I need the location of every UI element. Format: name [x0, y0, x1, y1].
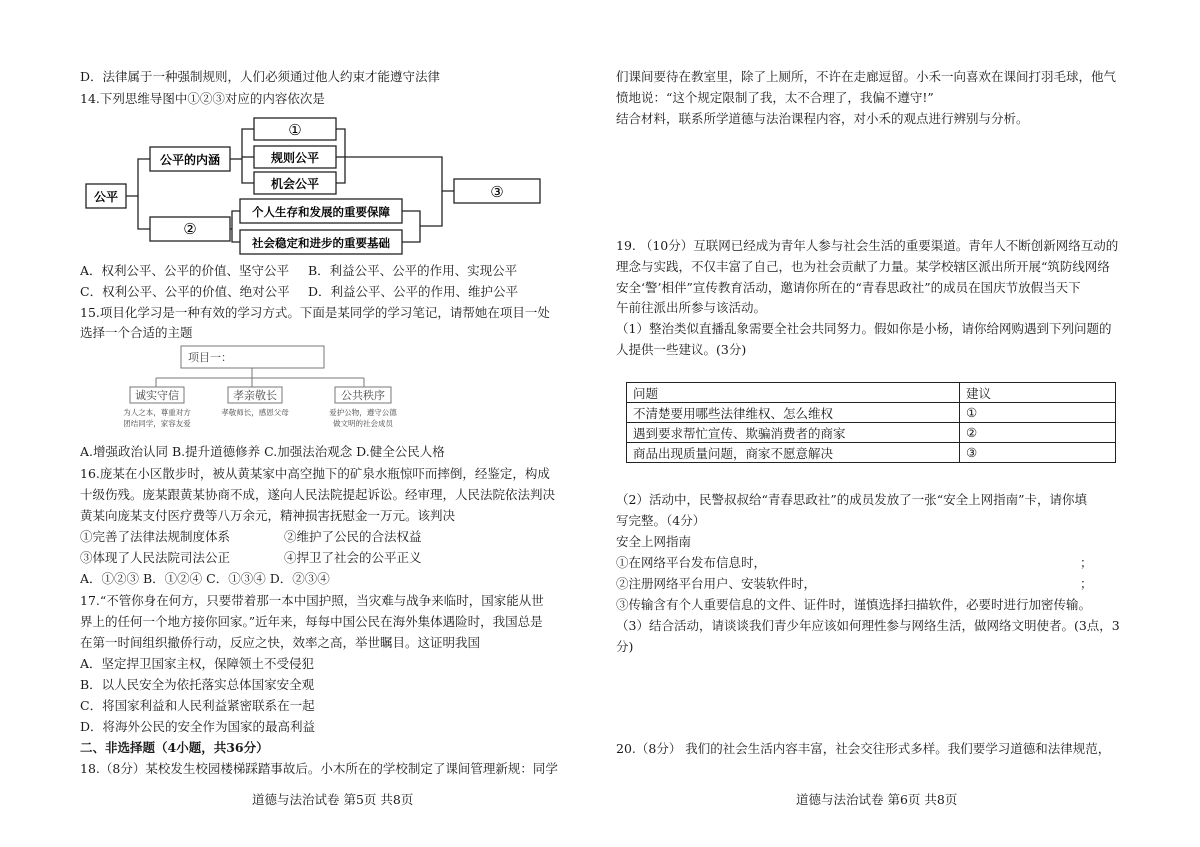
q20-line1: 20.（8分） 我们的社会生活内容丰富，社会交往形式多样。我们要学习道德和法律规范， — [616, 741, 1111, 756]
project-item-1-line1: 为人之本，尊重对方 — [123, 408, 191, 417]
q19-line2: 理念与实践，不仅丰富了自己，也为社会贡献了力量。某学校辖区派出所开展“筑防线网络 — [616, 259, 1110, 274]
q16-line1: 16.庞某在小区散步时，被从黄某家中高空抛下的矿泉水瓶惊吓而摔倒，经鉴定，构成 — [80, 466, 550, 481]
project-item-2-line1: 孝敬师长，感恩父母 — [221, 408, 289, 417]
mindmap-root: 公平 — [93, 190, 119, 204]
table-cell-answer-blank: ③ — [960, 443, 1116, 463]
mindmap-shehui: 社会稳定和进步的重要基础 — [252, 236, 390, 250]
q18-task: 结合材料，联系所学道德与法治课程内容，对小禾的观点进行辨别与分析。 — [616, 111, 1029, 126]
q18-line1: 18.（8分）某校发生校园楼梯踩踏事故后。小木所在的学校制定了课间管理新规：同学 — [80, 761, 558, 776]
q15-stem-line2: 选择一个合适的主题 — [80, 325, 193, 340]
mindmap-guize: 规则公平 — [270, 151, 320, 165]
project-item-3-line2: 做文明的社会成员 — [333, 419, 393, 428]
table-row — [627, 423, 1116, 443]
project-item-3-head: 公共秩序 — [341, 389, 385, 402]
project-item-1-line2: 团结同学，家容友爱 — [123, 419, 191, 428]
mindmap-blank-3: ③ — [490, 183, 504, 201]
guide-title: 安全上网指南 — [616, 534, 692, 549]
guide-item-2-semicolon: ； — [1080, 576, 1093, 591]
advice-table — [626, 382, 1116, 463]
mindmap-neihan: 公平的内涵 — [159, 153, 221, 167]
q15-options: A.增强政治认同 B.提升道德修养 C.加强法治观念 D.健全公民人格 — [80, 444, 445, 459]
q17-line1: 17.“不管你身在何方，只要带着那一本中国护照，当灾难与战争来临时，国家能从世 — [80, 593, 544, 608]
q14-option-a: A．权利公平、公平的价值、坚守公平 — [80, 263, 290, 278]
guide-item-1-semicolon: ； — [1080, 555, 1093, 570]
project-box-title: 项目一： — [188, 351, 232, 364]
table-cell-question: 商品出现质量问题，商家不愿意解决 — [627, 443, 960, 463]
table-cell-answer-blank: ① — [960, 403, 1116, 423]
q19-line1: 19. （10分）互联网已经成为青年人参与社会生活的重要渠道。青年人不断创新网络互动的 — [616, 238, 1119, 253]
q15-stem-line1: 15.项目化学习是一种有效的学习方式。下面是某同学的学习笔记，请帮她在项目一处 — [80, 305, 550, 320]
q13-option-d: D．法律属于一种强制规则，人们必须通过他人约束才能遵守法律 — [80, 69, 441, 84]
q16-item-4: ④捍卫了社会的公平正义 — [284, 550, 422, 565]
mindmap-blank-1: ① — [288, 121, 302, 139]
q16-line2: 十级伤残。庞某跟黄某协商不成，遂向人民法院提起诉讼。经审理，人民法院依法判决 — [80, 487, 556, 502]
mindmap-jihui: 机会公平 — [270, 177, 320, 191]
table-cell-question: 不清楚要用哪些法律维权、怎么维权 — [627, 403, 960, 423]
q17-line2: 界上的任何一个地方接你回家。”近年来，每每中国公民在海外集体遇险时，我国总是 — [80, 614, 543, 629]
q17-line3: 在第一时间组织撤侨行动，反应之快，效率之高，举世瞩目。这证明我国 — [80, 635, 481, 650]
page-footer-right: 道德与法治试卷 第6页 共8页 — [796, 792, 958, 807]
table-header-question: 问题 — [627, 383, 960, 403]
section-heading: 二、非选择题（4小题，共36分） — [80, 740, 269, 755]
q18-line2: 们课间要待在教室里，除了上厕所，不许在走廊逗留。小禾一向喜欢在课间打羽毛球，他气 — [616, 69, 1117, 84]
mindmap-geren: 个人生存和发展的重要保障 — [252, 205, 390, 219]
project-notes-diagram — [110, 343, 410, 435]
q19-part3-line1: （3）结合活动，请谈谈我们青少年应该如何理性参与网络生活，做网络文明使者。(3点，3 — [616, 618, 1120, 633]
table-row — [627, 403, 1116, 423]
project-item-1-head: 诚实守信 — [135, 389, 179, 402]
q19-part1-line1: （1）整治类似直播乱象需要全社会共同努力。假如你是小杨，请你给网购遇到下列问题的 — [616, 321, 1112, 336]
guide-item-1: ①在网络平台发布信息时， — [616, 555, 767, 570]
q16-item-3: ③体现了人民法院司法公正 — [80, 550, 231, 565]
mindmap-diagram — [80, 112, 580, 257]
q19-line4: 午前往派出所参与该活动。 — [616, 300, 767, 315]
project-item-2-head: 孝亲敬长 — [233, 389, 277, 402]
q14-option-c: C．权利公平、公平的价值、绝对公平 — [80, 284, 290, 299]
q16-item-2: ②维护了公民的合法权益 — [284, 529, 422, 544]
q16-item-1: ①完善了法律法规制度体系 — [80, 529, 231, 544]
q17-option-a: A．坚定捍卫国家主权，保障领土不受侵犯 — [80, 656, 315, 671]
q17-option-c: C．将国家利益和人民利益紧密联系在一起 — [80, 698, 315, 713]
q17-option-b: B．以人民安全为依托落实总体国家安全观 — [80, 677, 315, 692]
q19-part3-line2: 分) — [616, 639, 634, 654]
q19-part2-line2: 写完整。（4分） — [616, 513, 706, 528]
project-item-3-line1: 爱护公物，遵守公德 — [329, 408, 397, 417]
q16-line3: 黄某向庞某支付医疗费等八万余元，精神损害抚慰金一万元。该判决 — [80, 508, 456, 523]
q19-line3: 安全‘警’相伴”宣传教育活动，邀请你所在的“青春思政社”的成员在国庆节放假当天下 — [616, 280, 1081, 295]
guide-item-2: ②注册网络平台用户、安装软件时， — [616, 576, 817, 591]
table-cell-question: 遇到要求帮忙宣传、欺骗消费者的商家 — [627, 423, 960, 443]
table-row — [627, 443, 1116, 463]
guide-item-3: ③传输含有个人重要信息的文件、证件时，谨慎选择扫描软件，必要时进行加密传输。 — [616, 597, 1092, 612]
q18-line3: 愤地说：“这个规定限制了我，太不合理了，我偏不遵守!” — [616, 90, 934, 105]
q19-part1-line2: 人提供一些建议。(3分) — [616, 342, 747, 357]
q19-part2-line1: （2）活动中，民警叔叔给“青春思政社”的成员发放了一张“安全上网指南”卡，请你填 — [616, 492, 1088, 507]
q16-options: A．①②③ B．①②④ C．①③④ D．②③④ — [80, 571, 330, 586]
mindmap-blank-2: ② — [183, 220, 197, 238]
table-header-advice: 建议 — [960, 383, 1116, 403]
table-cell-answer-blank: ② — [960, 423, 1116, 443]
table-header-row — [627, 383, 1116, 403]
q14-option-d: D．利益公平、公平的作用、维护公平 — [308, 284, 519, 299]
page-footer-left: 道德与法治试卷 第5页 共8页 — [252, 792, 414, 807]
q14-stem: 14.下列思维导图中①②③对应的内容依次是 — [80, 91, 325, 106]
q17-option-d: D．将海外公民的安全作为国家的最高利益 — [80, 719, 316, 734]
q14-option-b: B．利益公平、公平的作用、实现公平 — [308, 263, 518, 278]
